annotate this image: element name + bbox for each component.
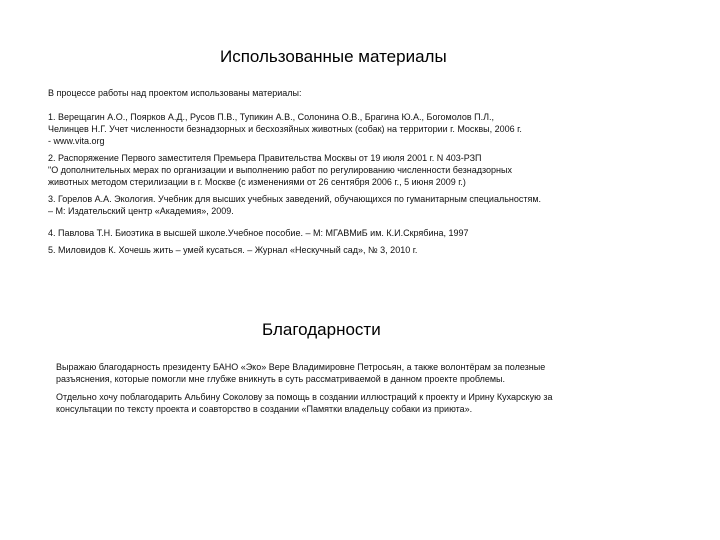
reference-item-2 [48, 152, 512, 188]
reference-item-3 [48, 193, 541, 217]
reference-line: 1. Верещагин А.О., Поярков А.Д., Русов П.В., Тупикин А.В., Солонина О.В., Брагина Ю.А., Богомолов П.Л., [48, 112, 495, 122]
reference-line: животных методом стерилизации в г. Москве (с изменениями от 26 сентября 2006 г., 5 июня 2009 г.) [48, 177, 466, 187]
materials-intro: В процессе работы над проектом использованы материалы: [48, 88, 302, 98]
thanks-paragraph-1 [56, 361, 545, 385]
materials-title: Использованные материалы [220, 47, 447, 66]
reference-line: – М: Издательский центр «Академия», 2009. [48, 206, 234, 216]
reference-item-1 [48, 111, 522, 147]
thanks-line: Отдельно хочу поблагодарить Альбину Соколову за помощь в создании иллюстраций к проекту и Ирину Кухарскую за [56, 392, 553, 402]
thanks-line: разъяснения, которые помогли мне глубже вникнуть в суть рассматриваемой в данном проекте проблемы. [56, 374, 505, 384]
reference-line: 4. Павлова Т.Н. Биоэтика в высшей школе.Учебное пособие. – М: МГАВМиБ им. К.И.Скрябина, 1997 [48, 228, 469, 238]
thanks-line: консультации по тексту проекта и соавторство в создании «Памятки владельцу собаки из приюта». [56, 404, 473, 414]
reference-line: Челинцев Н.Г. Учет численности безнадзорных и бесхозяйных животных (собак) на территории г. Москвы, 2006 г. [48, 124, 522, 134]
reference-link[interactable]: - www.vita.org [48, 136, 105, 146]
thanks-line: Выражаю благодарность президенту БАНО «Эко» Вере Владимировне Петросьян, а также волонтёрам за полезные [56, 362, 546, 372]
reference-line: 3. Горелов А.А. Экология. Учебник для высших учебных заведений, обучающихся по гуманитарным специальностям. [48, 194, 542, 204]
reference-line: 2. Распоряжение Первого заместителя Премьера Правительства Москвы от 19 июля 2001 г. N 403-РЗП [48, 153, 482, 163]
reference-line: 5. Миловидов К. Хочешь жить – умей кусаться. – Журнал «Нескучный сад», № 3, 2010 г. [48, 245, 418, 255]
thanks-paragraph-2 [56, 391, 552, 415]
reference-item-4 [48, 227, 469, 239]
thanks-title: Благодарности [262, 320, 381, 339]
reference-item-5 [48, 244, 417, 256]
reference-line: "О дополнительных мерах по организации и выполнению работ по регулированию численности безнадзорных [48, 165, 513, 175]
